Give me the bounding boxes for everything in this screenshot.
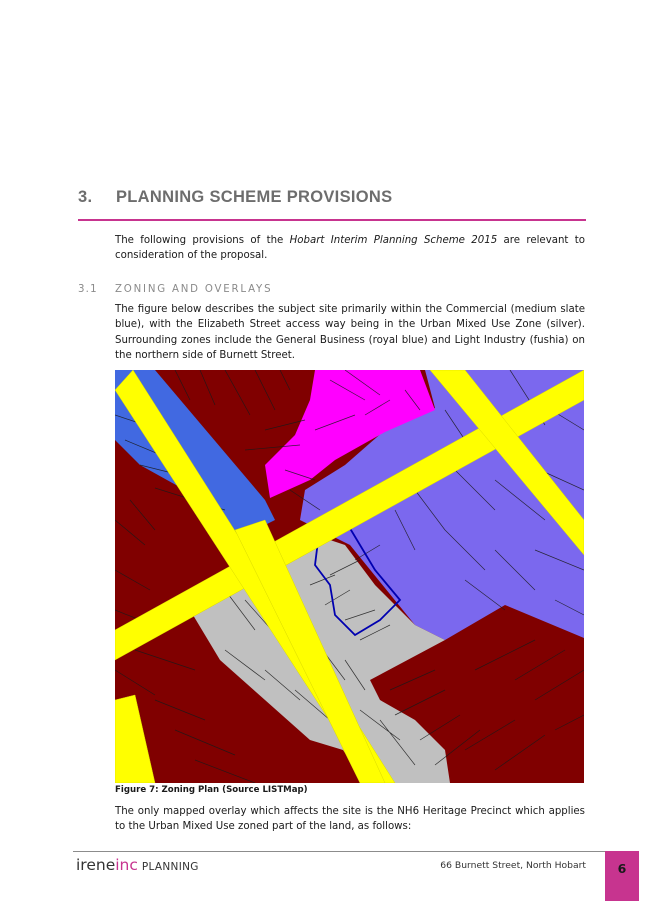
intro-text-start: The following provisions of the: [115, 235, 290, 246]
zoning-paragraph: The figure below describes the subject site primarily within the Commercial (medium slate blue), with the Elizabeth Street access way being in the Urban Mixed Use Zone (silver). Surrounding zones include the General Business (royal blue) and Light Industry (fushia) on the northern side of Burnett Street.: [115, 304, 585, 361]
subsection-number: 3.1: [78, 284, 98, 295]
logo-inc: inc: [115, 856, 138, 874]
zoning-map: [115, 370, 584, 783]
footer-address: 66 Burnett Street, North Hobart: [440, 860, 586, 871]
logo-planning: PLANNING: [141, 861, 199, 873]
subsection-title: ZONING AND OVERLAYS: [115, 284, 273, 295]
page-number-box: [605, 851, 639, 901]
logo-irene: irene: [76, 856, 116, 874]
figure-caption: Figure 7: Zoning Plan (Source LISTMap): [115, 785, 308, 795]
section-divider: [78, 219, 586, 221]
section-number: 3.: [78, 188, 93, 206]
page-number: 6: [617, 861, 627, 876]
section-heading: [78, 188, 586, 207]
scheme-name: Hobart Interim Planning Scheme 2015: [289, 235, 498, 246]
zoning-map-graphic: [115, 370, 584, 783]
intro-text-end: are relevant to consideration of the proposal.: [115, 235, 585, 262]
footer-divider: [73, 851, 605, 852]
intro-paragraph: [115, 233, 585, 264]
section-title: PLANNING SCHEME PROVISIONS: [116, 188, 393, 206]
subsection-heading: [78, 284, 586, 295]
footer-logo: [76, 856, 199, 874]
overlay-paragraph: The only mapped overlay which affects the site is the NH6 Heritage Precinct which applies to the Urban Mixed Use zoned part of the land, as follows:: [115, 806, 585, 833]
